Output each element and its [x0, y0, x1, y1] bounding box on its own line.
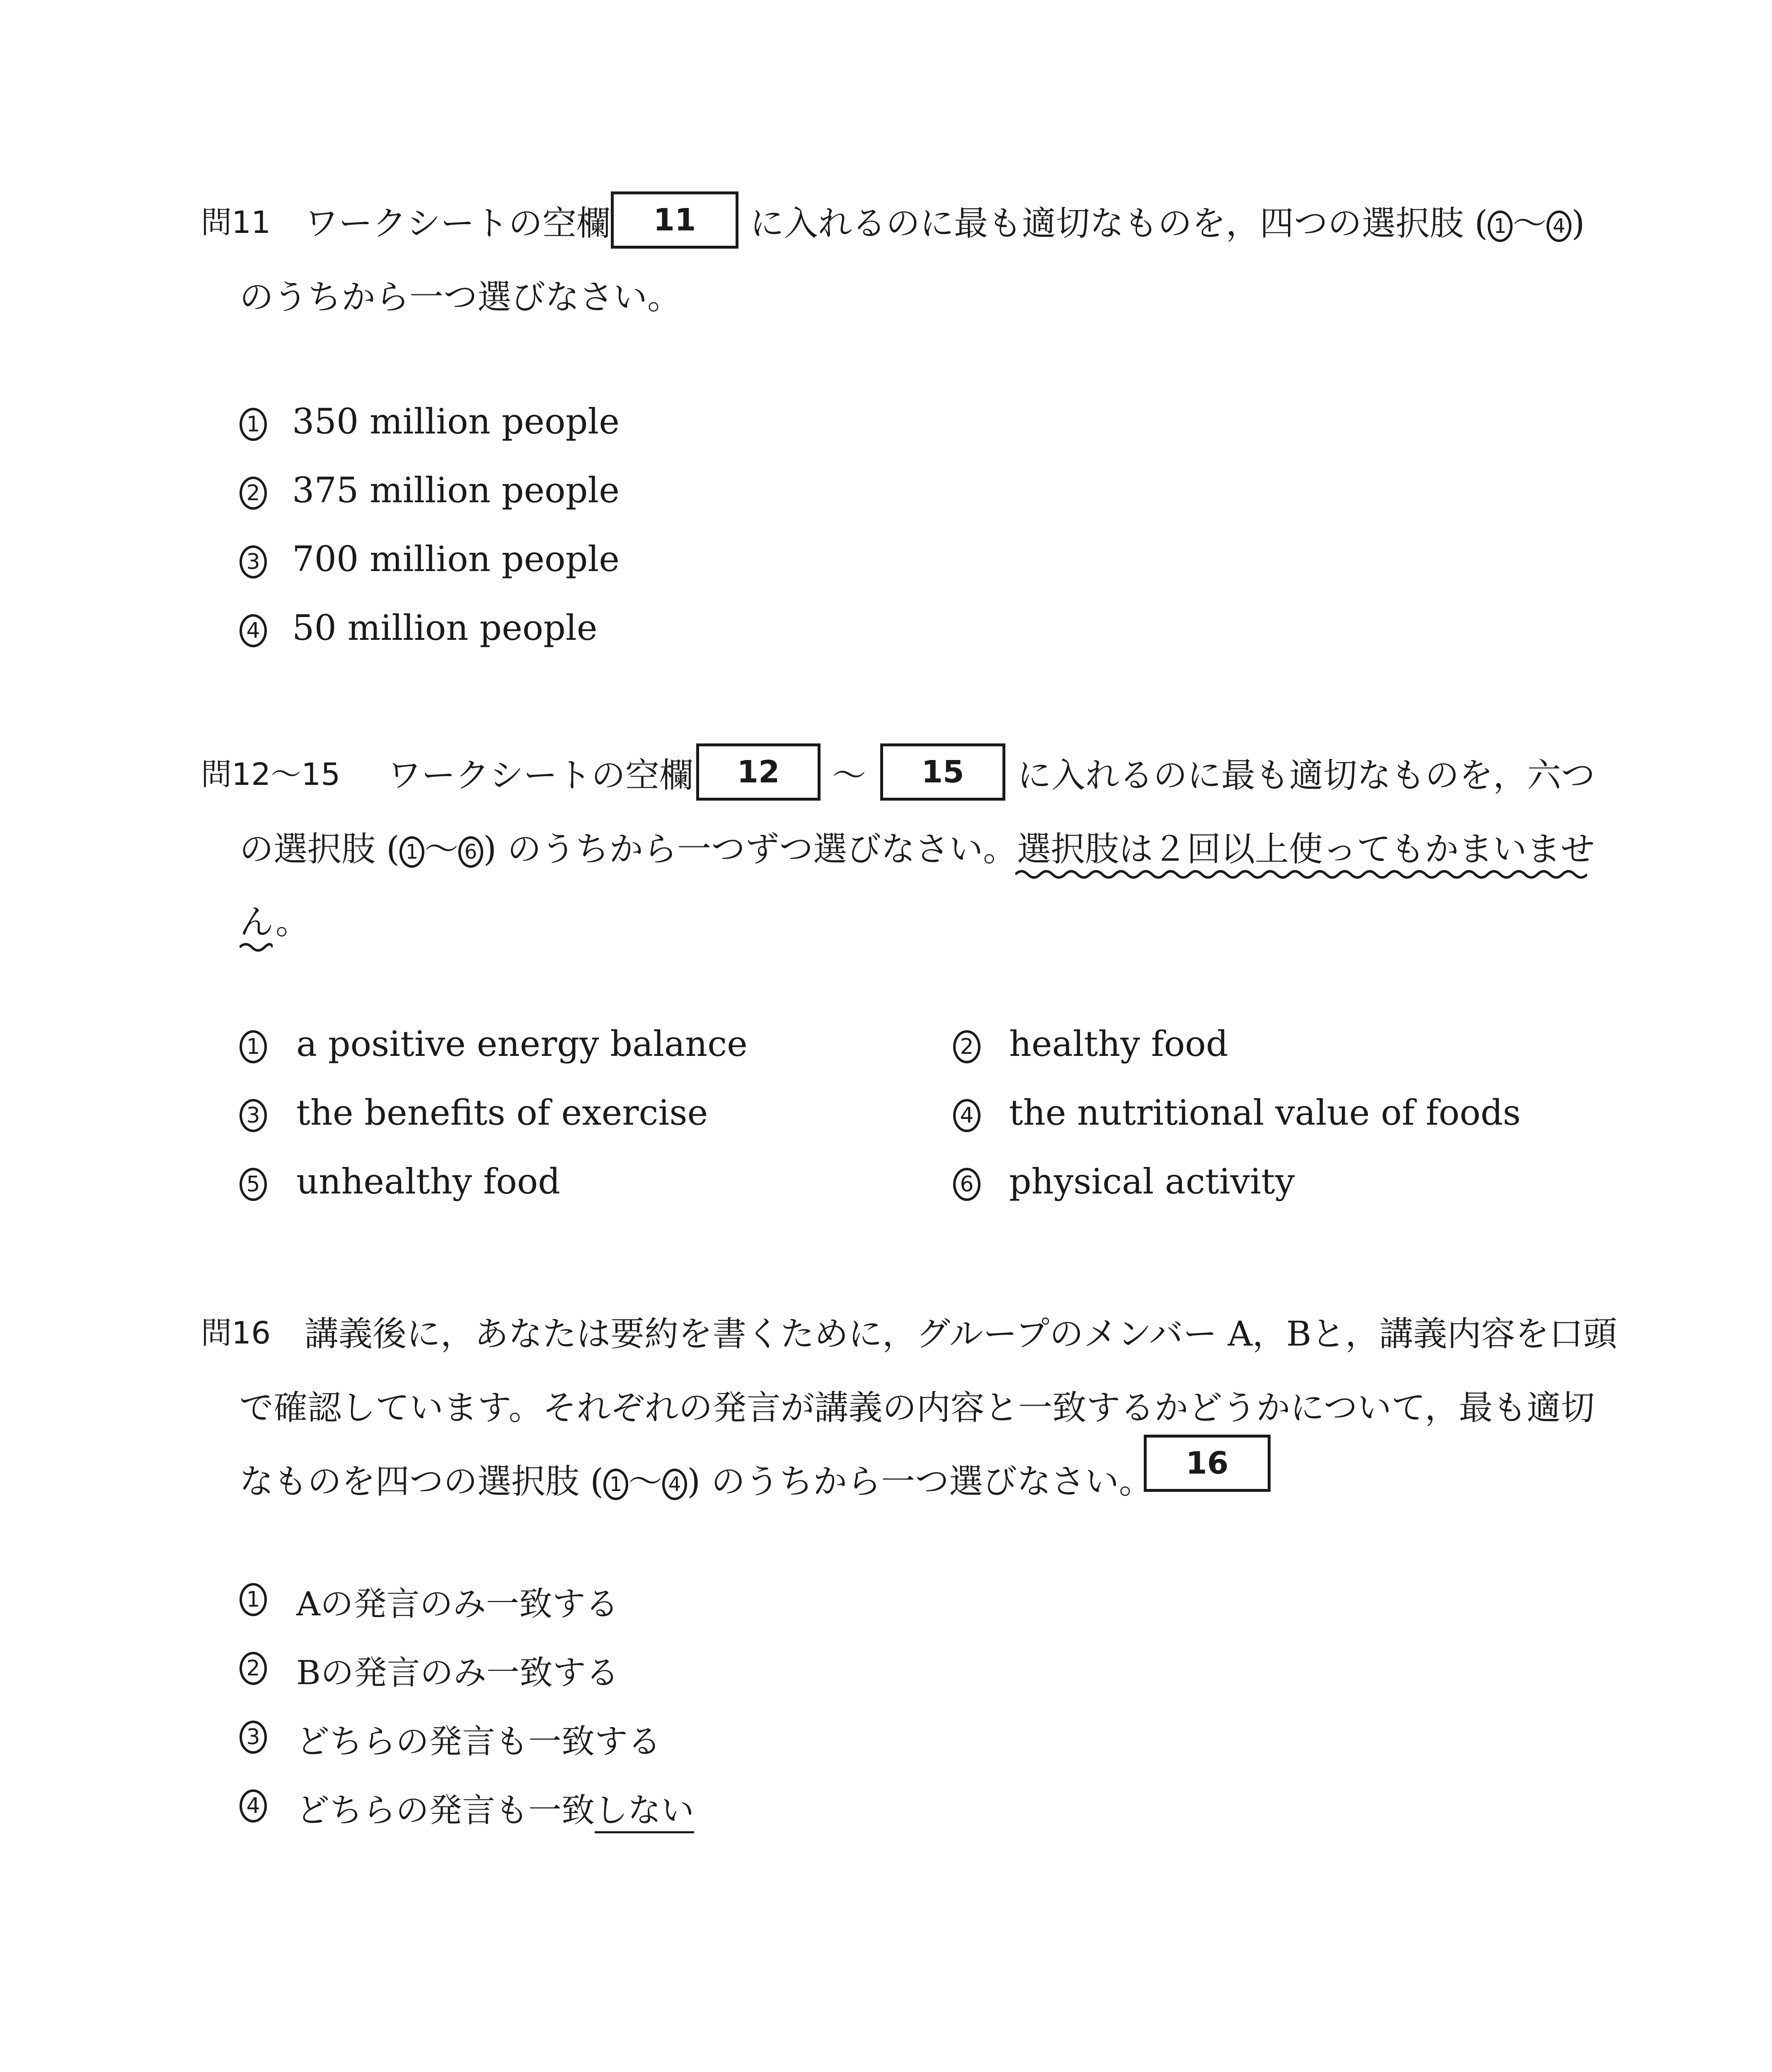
choice-option[interactable]: Bの発言のみ一致する — [296, 1653, 619, 1692]
choice-range-end-icon: 4 — [662, 1469, 687, 1500]
choice-option[interactable]: Aの発言のみ一致する — [296, 1585, 619, 1623]
range-tilde: ～ — [832, 756, 867, 795]
choice-range-start-icon: 1 — [603, 1469, 628, 1500]
choice-number-icon: 2 — [953, 1030, 980, 1063]
question-11-label: 問11 — [201, 205, 271, 240]
question-12-15-label: 問12～15 — [201, 757, 341, 792]
wavy-emphasis: ん — [240, 903, 276, 942]
question-11-line2: のうちから一つ選びなさい。 — [240, 278, 682, 317]
choice-option[interactable]: a positive energy balance — [296, 1024, 748, 1064]
choice-option[interactable]: どちらの発言も一致しない — [296, 1784, 694, 1831]
question-12-15-line2: の選択肢 ( 1 ～ 6 ) のうちから一つずつ選びなさい。選択肢は２回以上使ってもかまいませ — [240, 830, 1595, 869]
question-16-line3: なものを四つの選択肢 ( 1 ～ 4 ) のうちから一つ選びなさい。 — [240, 1462, 1153, 1501]
choice-option[interactable]: the nutritional value of foods — [1009, 1092, 1521, 1133]
answer-blank-15[interactable]: 15 — [880, 743, 1005, 801]
choice-number-icon: 2 — [240, 1652, 267, 1685]
choice-number-icon: 4 — [240, 1789, 267, 1823]
answer-blank-12[interactable]: 12 — [696, 743, 821, 801]
wavy-underline — [1015, 866, 1587, 883]
emphasis-underline: しない — [595, 1791, 694, 1833]
choice-option[interactable]: どちらの発言も一致する — [296, 1722, 661, 1761]
answer-blank-11[interactable]: 11 — [611, 191, 738, 249]
choice-option[interactable]: 50 million people — [292, 608, 598, 648]
question-16-label: 問16 — [201, 1315, 271, 1351]
answer-blank-16[interactable]: 16 — [1144, 1435, 1271, 1492]
choice-option[interactable]: the benefits of exercise — [296, 1092, 708, 1133]
question-12-15-text-a: ワークシートの空欄 — [387, 756, 694, 795]
choice-option[interactable]: 700 million people — [292, 539, 620, 579]
question-16-line1: 講義後に，あなたは要約を書くために，グループのメンバー A，Bと，講義内容を口頭 — [305, 1314, 1617, 1354]
choice-number-icon: 6 — [953, 1168, 980, 1201]
choice-range-start-icon: 1 — [1488, 211, 1513, 242]
question-12-15-text-b: に入れるのに最も適切なものを，六つ — [1017, 756, 1595, 795]
choice-number-icon: 3 — [240, 545, 267, 579]
question-11-text-b: に入れるのに最も適切なものを，四つの選択肢 ( 1 ～ 4 ) — [750, 204, 1585, 243]
choice-range-end-icon: 6 — [458, 836, 483, 868]
choice-option[interactable]: unhealthy food — [296, 1161, 560, 1202]
choice-number-icon: 2 — [240, 477, 267, 510]
choice-number-icon: 4 — [953, 1099, 980, 1132]
choice-number-icon: 4 — [240, 614, 267, 647]
choice-number-icon: 1 — [240, 1583, 267, 1616]
choice-range-start-icon: 1 — [399, 836, 424, 868]
question-11-text-a: ワークシートの空欄 — [305, 204, 611, 243]
wavy-emphasis: 選択肢は２回以上使ってもかまいませ — [1017, 830, 1595, 869]
choice-option[interactable]: 350 million people — [292, 401, 620, 442]
wavy-underline — [240, 939, 273, 956]
choice-number-icon: 1 — [240, 408, 267, 441]
choice-number-icon: 3 — [240, 1721, 267, 1754]
choice-number-icon: 5 — [240, 1168, 267, 1201]
choice-option[interactable]: 375 million people — [292, 470, 620, 511]
choice-number-icon: 3 — [240, 1099, 267, 1132]
choice-option[interactable]: physical activity — [1009, 1161, 1295, 1202]
choice-range-end-icon: 4 — [1547, 211, 1571, 242]
question-16-line2: で確認しています。それぞれの発言が講義の内容と一致するかどうかについて，最も適切 — [240, 1388, 1595, 1428]
question-12-15-line3: ん。 — [240, 903, 310, 942]
choice-option[interactable]: healthy food — [1009, 1024, 1228, 1064]
choice-number-icon: 1 — [240, 1030, 267, 1063]
